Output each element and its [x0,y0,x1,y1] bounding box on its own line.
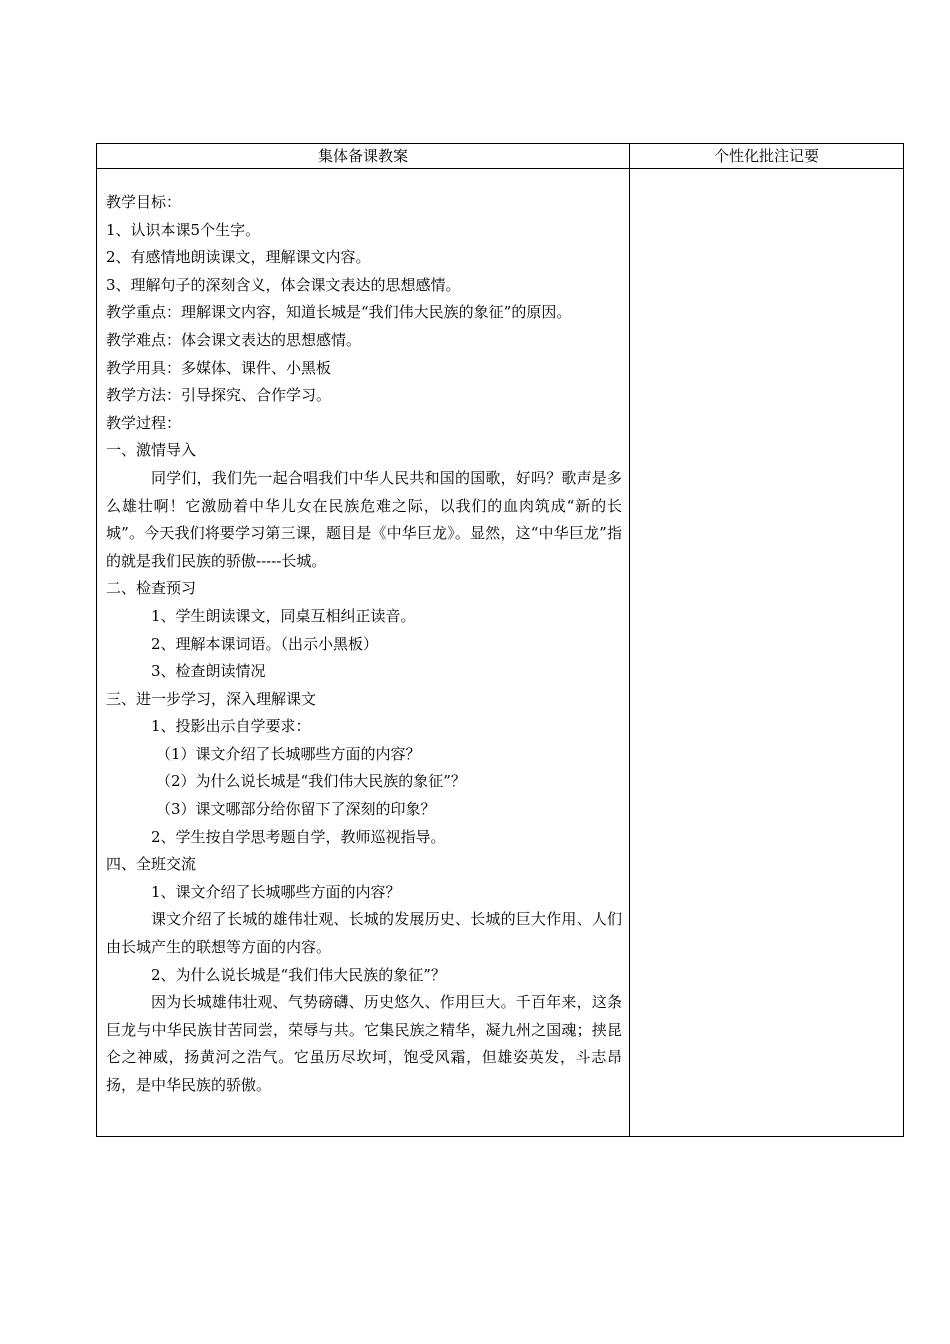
section-item: 1、投影出示自学要求： [151,717,311,736]
section-title: 一、激情导入 [106,441,197,460]
key-point: 教学重点：理解课文内容，知道长城是“我们伟大民族的象征”的原因。 [106,303,572,322]
section-item: 2、学生按自学思考题自学，教师巡视指导。 [151,827,446,846]
goal-item: 1、认识本课5个生字。 [106,220,261,239]
section-item: 3、检查朗读情况 [151,662,266,681]
personal-notes-cell [630,169,903,1136]
teaching-tools: 教学用具：多媒体、课件、小黑板 [106,358,332,377]
section-paragraph: 同学们，我们先一起合唱我们中华人民共和国的国歌，好吗？歌声是多么雄壮啊！它激励着中华儿女在民族危难之际，以我们的血肉筑成“新的长城”。今天我们将要学习第三课，题目是《中华巨龙》。显然，这“中华巨龙”指的就是我们民族的骄傲-----长城。 [106,468,622,570]
process-title: 教学过程： [106,413,182,432]
question-item: （3）课文哪部分给你留下了深刻的印象？ [156,800,436,819]
goal-item: 2、有感情地朗读课文，理解课文内容。 [106,248,371,267]
lesson-plan-content [106,189,622,1100]
difficulty: 教学难点：体会课文表达的思想感情。 [106,330,362,349]
question-item: （2）为什么说长城是“我们伟大民族的象征”？ [156,772,466,791]
section-title: 二、检查预习 [106,579,197,598]
section-item: 2、理解本课词语。（出示小黑板） [151,634,379,653]
goal-item: 3、理解句子的深刻含义，体会课文表达的思想感情。 [106,275,461,294]
question-item: （1）课文介绍了长城哪些方面的内容？ [156,744,421,763]
teaching-method: 教学方法：引导探究、合作学习。 [106,386,332,405]
section-paragraph: 因为长城雄伟壮观、气势磅礴、历史悠久、作用巨大。千百年来，这条巨龙与中华民族甘苦同尝，荣辱与共。它集民族之精华，凝九州之国魂；挟昆仑之神威，扬黄河之浩气。它虽历尽坎坷，饱受风霜，但雄姿英发，斗志昂扬，是中华民族的骄傲。 [106,993,622,1094]
section-item: 2、为什么说长城是“我们伟大民族的象征”？ [151,965,446,984]
section-paragraph: 课文介绍了长城的雄伟壮观、长城的发展历史、长城的巨大作用、人们由长城产生的联想等方面的内容。 [106,910,622,957]
section-item: 1、学生朗读课文，同桌互相纠正读音。 [151,606,416,625]
section-title: 四、全班交流 [106,855,197,874]
goal-title: 教学目标： [106,193,182,211]
section-title: 三、进一步学习，深入理解课文 [106,689,317,708]
header-personal-notes: 个性化批注记要 [713,147,819,165]
header-lesson-plan: 集体备课教案 [317,147,408,165]
lesson-plan-table [96,143,904,1137]
section-item: 1、课文介绍了长城哪些方面的内容？ [151,882,401,901]
